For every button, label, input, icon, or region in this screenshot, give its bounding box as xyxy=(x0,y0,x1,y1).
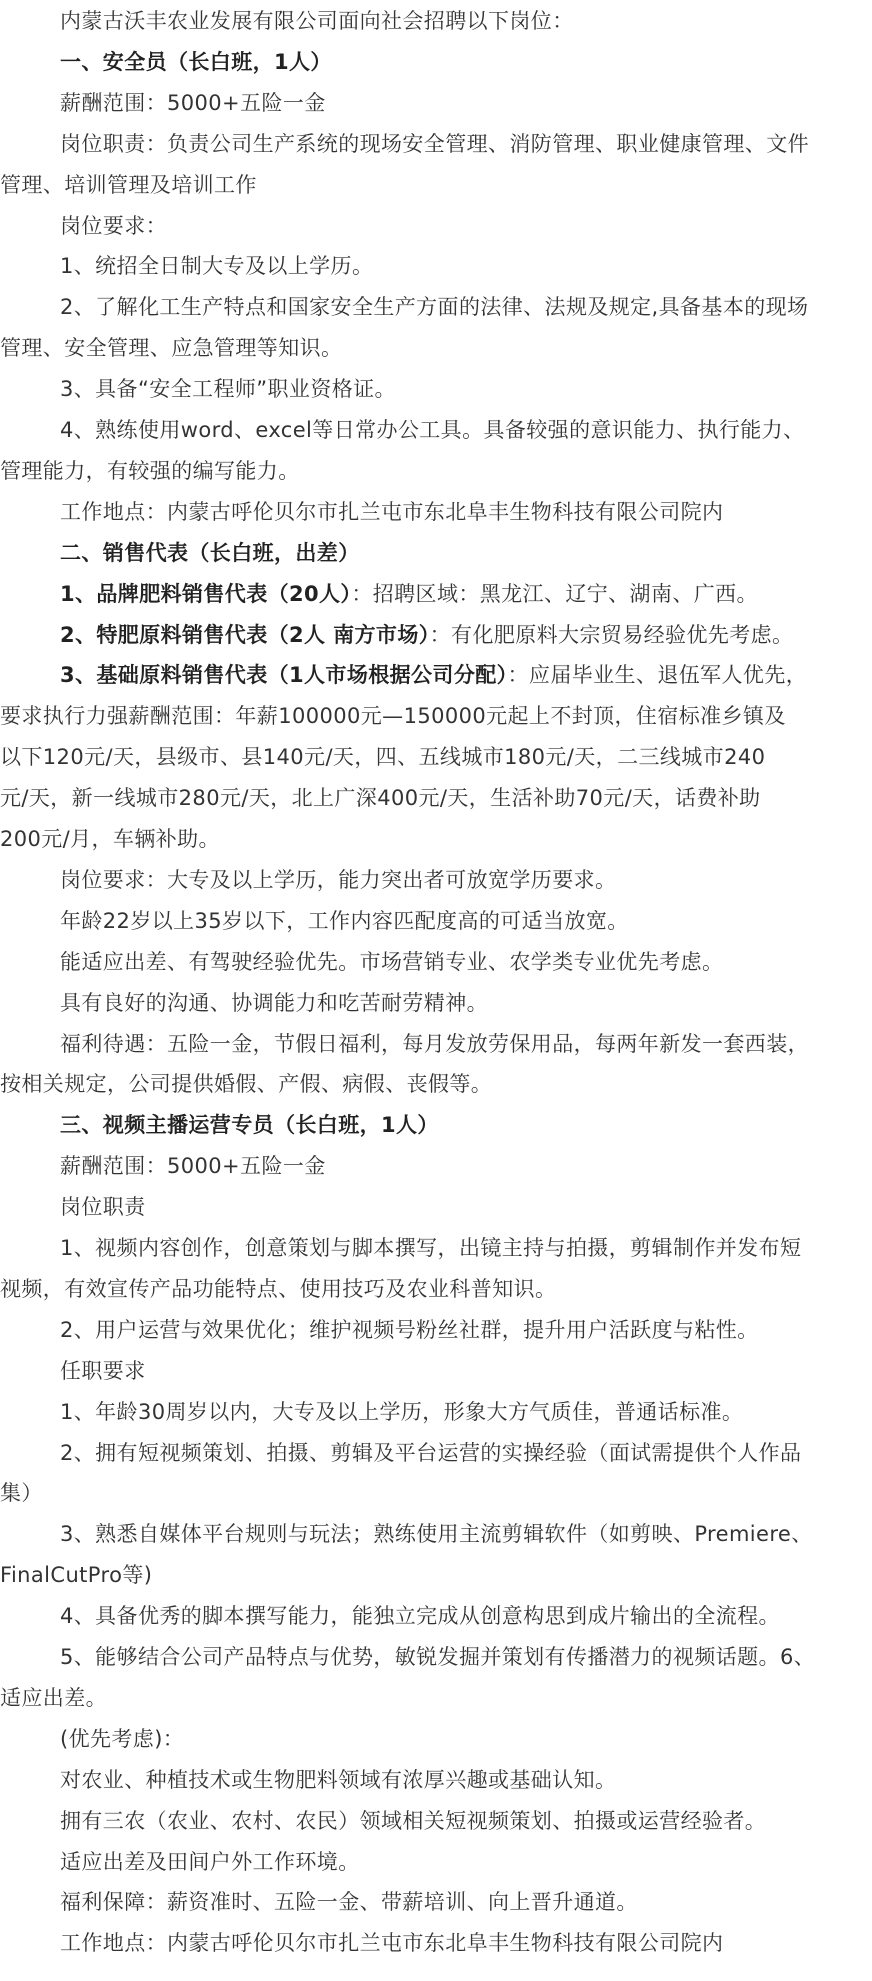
bold-label: 3、基础原料销售代表（1人市场根据公司分配） xyxy=(60,663,508,688)
text-line: 薪酬范围：5000+五险一金 xyxy=(60,90,326,115)
text-line: 2、拥有短视频策划、拍摄、剪辑及平台运营的实操经验（面试需提供个人作品 xyxy=(60,1440,802,1465)
text-line: 2、了解化工生产特点和国家安全生产方面的法律、法规及规定,具备基本的现场 xyxy=(60,295,809,320)
text-line: 管理、安全管理、应急管理等知识。 xyxy=(0,336,343,361)
text-line: FinalCutPro等) xyxy=(0,1563,153,1588)
text-line: 元/天，新一线城市280元/天，北上广深400元/天，生活补助70元/天，话费补助 xyxy=(0,786,761,811)
text-line: 福利待遇：五险一金，节假日福利，每月发放劳保用品，每两年新发一套西装， xyxy=(60,1031,809,1056)
text-line: 1、年龄30周岁以内，大专及以上学历，形象大方气质佳，普通话标准。 xyxy=(60,1399,744,1424)
text-line xyxy=(0,574,872,615)
text-run: ：有化肥原料大宗贸易经验优先考虑。 xyxy=(429,622,794,647)
text-run: ：应届毕业生、退伍军人优先， xyxy=(507,663,808,688)
bold-label: 2、特肥原料销售代表（2人 南方市场） xyxy=(60,622,430,647)
text-run: ：招聘区域：黑龙江、辽宁、湖南、广西。 xyxy=(351,581,758,606)
text-line: 1、统招全日制大专及以上学历。 xyxy=(60,254,374,279)
bold-label: 1、品牌肥料销售代表（20人） xyxy=(60,581,352,606)
text-line: 4、具备优秀的脚本撰写能力，能独立完成从创意构思到成片输出的全流程。 xyxy=(60,1604,780,1629)
text-line: 福利保障：薪资准时、五险一金、带薪培训、向上晋升通道。 xyxy=(60,1890,638,1915)
text-line: 岗位职责 xyxy=(60,1195,146,1220)
text-line: 任职要求 xyxy=(60,1358,146,1383)
text-line: 按相关规定，公司提供婚假、产假、病假、丧假等。 xyxy=(0,1072,493,1097)
text-line: 1、视频内容创作，创意策划与脚本撰写，出镜主持与拍摄，剪辑制作并发布短 xyxy=(60,1236,802,1260)
text-line: 以下120元/天，县级市、县140元/天，四、五线城市180元/天，二三线城市240 xyxy=(0,745,766,770)
text-line: 内蒙古沃丰农业发展有限公司面向社会招聘以下岗位： xyxy=(60,9,574,33)
text-line: 5、能够结合公司产品特点与优势，敏锐发掘并策划有传播潜力的视频话题。6、 xyxy=(60,1645,816,1669)
text-line xyxy=(0,615,872,656)
section-heading: 三、视频主播运营专员（长白班，1人） xyxy=(60,1113,439,1138)
text-line: 工作地点：内蒙古呼伦贝尔市扎兰屯市东北阜丰生物科技有限公司院内 xyxy=(60,499,724,524)
text-line: 4、熟练使用word、excel等日常办公工具。具备较强的意识能力、执行能力、 xyxy=(60,418,805,442)
text-line: 岗位要求： xyxy=(60,213,167,238)
text-line xyxy=(0,655,872,696)
text-line: 管理、培训管理及培训工作 xyxy=(0,172,257,197)
text-line: 视频，有效宣传产品功能特点、使用技巧及农业科普知识。 xyxy=(0,1276,557,1301)
text-line: 具有良好的沟通、协调能力和吃苦耐劳精神。 xyxy=(60,990,488,1015)
text-line: 岗位要求：大专及以上学历，能力突出者可放宽学历要求。 xyxy=(60,867,617,892)
text-line: 适应出差。 xyxy=(0,1685,107,1710)
text-line: 拥有三农（农业、农村、农民）领域相关短视频策划、拍摄或运营经验者。 xyxy=(60,1808,767,1833)
text-line: 2、用户运营与效果优化；维护视频号粉丝社群，提升用户活跃度与粘性。 xyxy=(60,1317,759,1342)
section-heading: 二、销售代表（长白班，出差） xyxy=(60,540,360,565)
text-line: 适应出差及田间户外工作环境。 xyxy=(60,1849,360,1874)
text-line: 能适应出差、有驾驶经验优先。市场营销专业、农学类专业优先考虑。 xyxy=(60,949,724,974)
text-line: 要求执行力强薪酬范围：年薪100000元—150000元起上不封顶，住宿标准乡镇及 xyxy=(0,704,786,729)
text-line: 集） xyxy=(0,1481,43,1506)
text-line: 3、熟悉自媒体平台规则与玩法；熟练使用主流剪辑软件（如剪映、Premiere、 xyxy=(60,1522,813,1547)
text-line: 管理能力，有较强的编写能力。 xyxy=(0,458,300,483)
text-line: 工作地点：内蒙古呼伦贝尔市扎兰屯市东北阜丰生物科技有限公司院内 xyxy=(60,1931,724,1956)
text-line: 200元/月，车辆补助。 xyxy=(0,827,220,851)
text-line: 岗位职责：负责公司生产系统的现场安全管理、消防管理、职业健康管理、文件 xyxy=(60,131,809,156)
section-heading: 一、安全员（长白班，1人） xyxy=(60,49,332,74)
text-line: 年龄22岁以上35岁以下，工作内容匹配度高的可适当放宽。 xyxy=(60,908,629,933)
text-line: (优先考虑)： xyxy=(60,1726,185,1751)
text-line: 对农业、种植技术或生物肥料领域有浓厚兴趣或基础认知。 xyxy=(60,1767,617,1792)
text-line: 薪酬范围：5000+五险一金 xyxy=(60,1154,326,1179)
text-line: 3、具备“安全工程师”职业资格证。 xyxy=(60,377,396,402)
